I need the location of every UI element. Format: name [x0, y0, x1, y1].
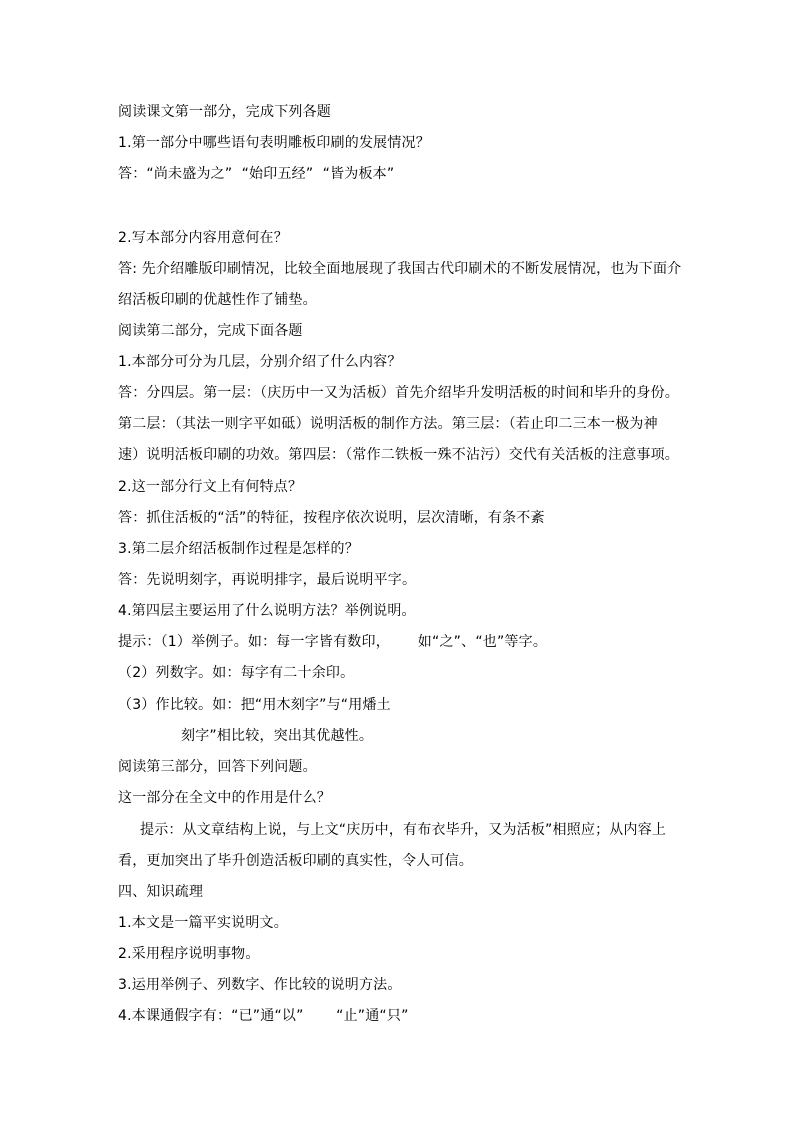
hint-item: （2）列数字。如：每字有二十余印。	[118, 665, 355, 681]
hint: 提示：（1）举例子。如：每一字皆有数印， 如“之”、“也”等字。	[118, 634, 548, 650]
answer: 答: 先介绍雕版印刷情况，比较全面地展现了我国古代印刷术的不断发展情况，也为下面介	[118, 261, 682, 277]
section-heading: 四、知识疏理	[118, 884, 204, 900]
answer-continued: 速）说明活板印刷的功效。第四层：（常作二铁板一殊不沾污）交代有关活板的注意事项。	[118, 447, 679, 463]
section-heading: 阅读第三部分，回答下列问题。	[118, 759, 317, 775]
question: 1.本部分可分为几层，分别介绍了什么内容？	[118, 354, 402, 370]
section-heading: 阅读课文第一部分，完成下列各题	[118, 104, 331, 120]
answer: 答：抓住活板的“活”的特征，按程序依次说明，层次清晰，有条不紊	[118, 510, 545, 526]
hint: 提示：从文章结构上说，与上文“庆历中，有布衣毕升，又为活板”相照应；从内容上	[140, 822, 667, 838]
question: 2.这一部分行文上有何特点？	[118, 479, 303, 495]
hint-continued: 看，更加突出了毕升创造活板印刷的真实性，令人可信。	[118, 853, 473, 869]
hint-item-continued: 刻字”相比较，突出其优越性。	[181, 728, 374, 744]
answer: 答：“尚未盛为之” “始印五经” “皆为板本”	[118, 166, 395, 182]
list-item: 1.本文是一篇平实说明文。	[118, 915, 288, 931]
question: 2.写本部分内容用意何在？	[118, 230, 288, 246]
answer-continued: 绍活板印刷的优越性作了铺垫。	[118, 292, 317, 308]
list-item: 3.运用举例子、列数字、作比较的说明方法。	[118, 977, 402, 993]
question: 4.第四层主要运用了什么说明方法？举例说明。	[118, 603, 416, 619]
answer-continued: 第二层：（其法一则字平如砥）说明活板的制作方法。第三层：（若止印二三本一极为神	[118, 416, 658, 432]
list-item: 4.本课通假字有：“已”通“以” “止”通“只”	[118, 1008, 409, 1024]
list-item: 2.采用程序说明事物。	[118, 946, 260, 962]
answer: 答：分四层。第一层：（庆历中一又为活板）首先介绍毕升发明活板的时间和毕升的身份。	[118, 385, 679, 401]
answer: 答：先说明刻字，再说明排字，最后说明平字。	[118, 572, 417, 588]
question: 3.第二层介绍活板制作过程是怎样的？	[118, 541, 359, 557]
question: 1.第一部分中哪些语句表明雕板印刷的发展情况？	[118, 135, 430, 151]
section-heading: 阅读第二部分，完成下面各题	[118, 323, 303, 339]
question: 这一部分在全文中的作用是什么？	[118, 790, 331, 806]
hint-item: （3）作比较。如：把“用木刻字”与“用燔土	[118, 697, 391, 713]
